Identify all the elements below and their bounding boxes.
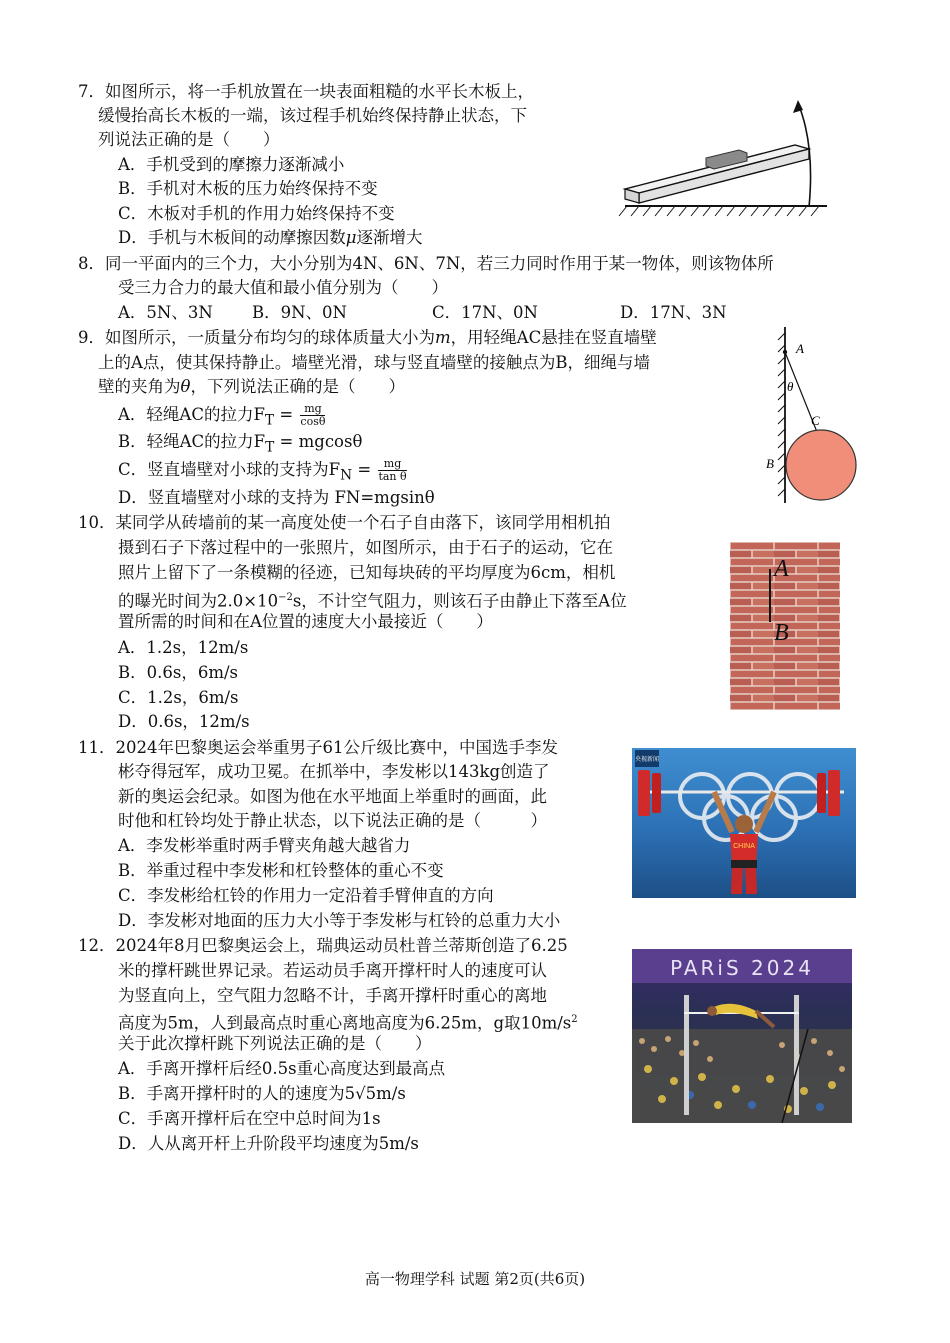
q10-brick-wall-photo	[730, 542, 840, 710]
q7-option-a[interactable]: A．手机受到的摩擦力逐渐减小	[118, 155, 345, 174]
q7-option-d-text: D．手机与木板间的动摩擦因数	[118, 228, 346, 247]
q9-stem-line3	[98, 375, 405, 399]
q10-option-a[interactable]: A．1.2s，12m/s	[118, 638, 249, 657]
q12-stem-text: 高度为5m，人到最高点时重心离地高度为6.25m，g取10m/s	[118, 1013, 572, 1033]
q10-fig-label-b: B	[774, 620, 789, 646]
q7-option-d[interactable]	[118, 226, 422, 250]
q9-option-c-denominator: tan θ	[378, 470, 407, 483]
q9-ball	[786, 430, 856, 500]
q11-option-a[interactable]: A．李发彬举重时两手臂夹角越大越省力	[118, 836, 411, 855]
q8-stem-line1: 8．同一平面内的三个力，大小分别为4N、6N、7N，若三力同时作用于某一物体，则该物体所	[78, 254, 774, 273]
q9-option-c-equals: =	[352, 460, 377, 479]
q8-option-b[interactable]: B．9N、0N	[252, 303, 347, 322]
q9-option-a-text: A．轻绳AC的拉力F	[118, 405, 265, 424]
page-footer: 高一物理学科 试题 第2页(共6页)	[364, 1270, 586, 1288]
q12-option-b[interactable]	[118, 1082, 406, 1106]
q7-option-b[interactable]: B．手机对木板的压力始终保持不变	[118, 179, 378, 198]
q11-stem-line2: 彬夺得冠军，成功卫冕。在抓举中，李发彬以143kg创造了	[118, 762, 550, 781]
q9-option-b[interactable]	[118, 430, 362, 459]
q7-stem-line3: 列说法正确的是（ ）	[98, 130, 280, 149]
q9-option-a-denominator: cosθ	[300, 415, 326, 428]
q9-option-c-text: C．竖直墙壁对小球的支持为F	[118, 460, 341, 479]
q12-stem-line2: 米的撑杆跳世界记录。若运动员手离开撑杆时人的速度可认	[118, 961, 547, 980]
q7-mu-symbol: μ	[345, 228, 357, 247]
q12-stem-line5: 关于此次撑杆跳下列说法正确的是（ ）	[118, 1034, 432, 1053]
q9-option-c-numerator: mg	[378, 458, 406, 471]
q9-option-b-text: B．轻绳AC的拉力F	[118, 432, 266, 451]
q9-theta-symbol: θ	[180, 377, 191, 396]
q12-option-a[interactable]: A．手离开撑杆后经0.5s重心高度达到最高点	[118, 1059, 446, 1078]
q10-option-b[interactable]: B．0.6s，6m/s	[118, 663, 239, 682]
q9-option-a-numerator: mg	[300, 403, 325, 416]
q10-stem-line2: 摄到石子下落过程中的一张照片，如图所示，由于石子的运动，它在	[118, 538, 613, 557]
q11-stem-line4: 时他和杠铃均处于静止状态，以下说法正确的是（ ）	[118, 811, 547, 830]
q11-option-c[interactable]: C．李发彬给杠铃的作用力一定沿着手臂伸直的方向	[118, 886, 494, 905]
q10-stem-text-end: s，不计空气阻力，则该石子由静止下落至A位	[292, 591, 627, 611]
q10-option-d[interactable]: D．0.6s，12m/s	[118, 712, 250, 731]
q9-fig-label-a: A	[796, 341, 804, 356]
q7-stem-line2: 缓慢抬高长木板的一端，该过程手机始终保持静止状态，下	[98, 106, 527, 125]
q9-option-a-equals: =	[274, 405, 299, 424]
q7-stem-line1: 7．如图所示，将一手机放置在一块表面粗糙的水平长木板上，	[78, 82, 534, 101]
q9-option-a-fraction	[300, 403, 325, 428]
q10-stem-line5: 置所需的时间和在A位置的速度大小最接近（ ）	[118, 612, 493, 631]
q11-option-b[interactable]: B．举重过程中李发彬和杠铃整体的重心不变	[118, 861, 444, 880]
q9-option-b-subscript: T	[265, 439, 275, 456]
q9-option-c[interactable]	[118, 456, 409, 489]
q12-option-c[interactable]: C．手离开撑杆后在空中总时间为1s	[118, 1109, 381, 1128]
q10-fig-label-a: A	[774, 556, 789, 582]
q9-hanging-ball-figure	[760, 325, 870, 515]
q9-stem-text-end: ，用轻绳AC悬挂在竖直墙壁	[450, 328, 657, 347]
q9-stem-text: 9．如图所示，一质量分布均匀的球体质量大小为	[78, 328, 435, 347]
q11-photo-shirt-text: CHINA	[733, 843, 755, 850]
q9-mass-symbol: m	[435, 328, 451, 347]
q11-weightlifting-photo	[632, 748, 856, 898]
q11-photo-logo: 央视新闻	[634, 756, 660, 763]
q9-option-c-fraction	[378, 458, 406, 483]
q10-stem-line3: 照片上留下了一条模糊的径迹，已知每块砖的平均厚度为6cm，相机	[118, 563, 616, 582]
q12-option-b-value: 5√5m/s	[344, 1084, 406, 1103]
q10-exposure-exponent: −2	[278, 592, 293, 603]
q9-fig-label-b: B	[766, 456, 774, 471]
q8-stem-line2: 受三力合力的最大值和最小值分别为（ ）	[118, 278, 448, 297]
q12-pole-vault-photo	[632, 949, 852, 1123]
q9-stem-text: 壁的夹角为	[98, 377, 181, 396]
q8-option-a[interactable]: A．5N、3N	[118, 303, 213, 322]
q12-option-b-text: B．手离开撑杆时的人的速度为	[118, 1084, 345, 1103]
q9-stem-line1	[78, 326, 657, 350]
q9-option-b-formula: = mgcosθ	[274, 432, 363, 451]
q9-option-c-subscript: N	[340, 467, 353, 484]
q9-option-d[interactable]: D．竖直墙壁对小球的支持为 FN=mgsinθ	[118, 488, 435, 507]
q10-option-c[interactable]: C．1.2s，6m/s	[118, 688, 239, 707]
q11-option-d[interactable]: D．李发彬对地面的压力大小等于李发彬与杠铃的总重力大小	[118, 911, 561, 930]
q9-option-a-subscript: T	[264, 412, 275, 429]
q12-stem-line1: 12．2024年8月巴黎奥运会上，瑞典运动员杜普兰蒂斯创造了6.25	[78, 936, 568, 955]
q10-stem-line1: 10．某同学从砖墙前的某一高度处使一个石子自由落下，该同学用相机拍	[78, 513, 611, 532]
q8-option-c[interactable]: C．17N、0N	[432, 303, 538, 322]
q9-fig-label-c: C	[811, 413, 820, 428]
q9-stem-text-end: ，下列说法正确的是（ ）	[190, 377, 405, 396]
q7-option-c[interactable]: C．木板对手机的作用力始终保持不变	[118, 204, 395, 223]
q11-stem-line1: 11．2024年巴黎奥运会举重男子61公斤级比赛中，中国选手李发	[78, 738, 558, 757]
q10-stem-text: 的曝光时间为	[118, 591, 217, 611]
q9-fig-label-theta: θ	[787, 379, 794, 394]
q8-option-d[interactable]: D．17N、3N	[620, 303, 727, 322]
q11-stem-line3: 新的奥运会纪录。如图为他在水平地面上举重时的画面，此	[118, 787, 547, 806]
q12-superscript: 2	[571, 1014, 578, 1025]
q7-option-d-text-end: 逐渐增大	[356, 228, 423, 247]
q10-exposure-value: 2.0×10	[217, 591, 279, 611]
q12-stem-line3: 为竖直向上，空气阻力忽略不计，手离开撑杆时重心的离地	[118, 986, 547, 1005]
q12-option-d[interactable]: D．人从离开杆上升阶段平均速度为5m/s	[118, 1134, 419, 1153]
q7-incline-figure	[605, 95, 835, 230]
q9-stem-line2: 上的A点，使其保持静止。墙壁光滑，球与竖直墙壁的接触点为B，细绳与墙	[98, 353, 651, 372]
q12-photo-banner: PARiS 2024	[670, 956, 814, 980]
